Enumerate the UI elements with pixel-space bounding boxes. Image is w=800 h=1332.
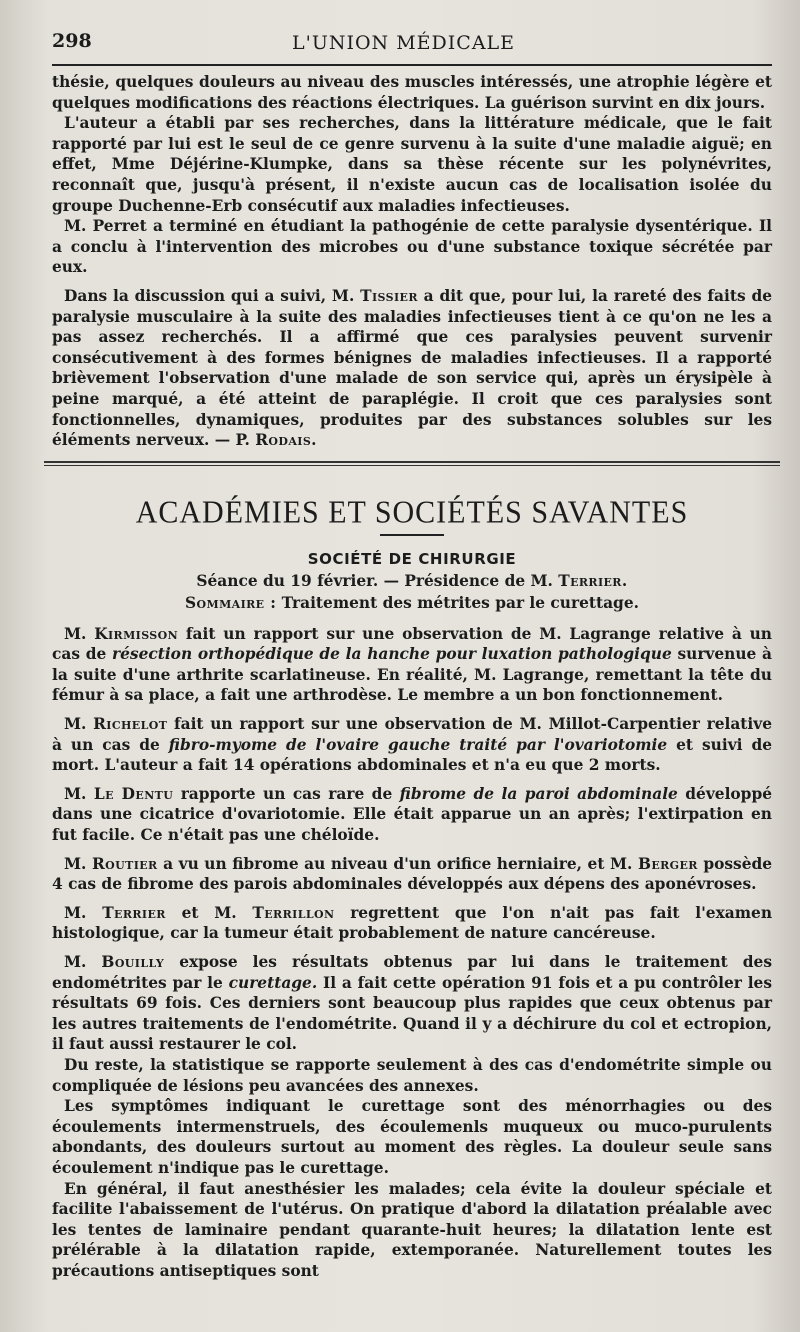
president-name: Terrier. (558, 571, 628, 590)
header-rule (52, 64, 772, 66)
page-number: 298 (52, 30, 92, 52)
paragraph-discussion (52, 286, 772, 451)
text-run: développé dans une cicatrice d'ovariotomie. Elle était apparue un an après; l'extirpation en fut facile. Ce n'était pas une chéloïde. (52, 784, 772, 845)
italic-term: fibrome de la paroi abdominale (399, 784, 678, 803)
text-run: fait un rapport sur une observation de M. Millot-Carpentier relative à un cas de (52, 715, 772, 754)
paragraph-kirmisson (52, 624, 772, 706)
text-run: a dit que, pour lui, la rareté des faits de paralysie musculaire à la suite des maladies infectieuses tient à ce qu'on ne les a pas assez recherchés. Il a affirmé que ces paralysies peuvent survenir consécutivement à des formes bénignes de maladies infectieuses. Il a rapporté brièvement l'observation d'une malade de son service qui, après un érysipèle à peine marqué, a été atteint de paraplégie. Il croit que ces paralysies sont fonctionnelles, dynamiques, produites par des substances solubles sur les éléments nerveux. — P. (52, 286, 772, 450)
paragraph-symptoms: Les symptômes indiquant le curettage sont des ménorrhagies ou des écoulements intermenstruels, des écoulemenls muqueux ou muco-purulents abondants, des douleurs surtout au moment des règles. La douleur seule sans écoulement n'indique pas le curettage. (52, 1097, 772, 1177)
paragraph-routier (52, 854, 772, 895)
summary-text: Traitement des métrites par le curettage. (281, 593, 639, 612)
spacer (52, 278, 772, 286)
section-title: ACADÉMIES ET SOCIÉTÉS SAVANTES (135, 494, 689, 530)
spacer (52, 944, 772, 952)
paragraph-le-dentu (52, 784, 772, 846)
summary-label: Sommaire : (185, 593, 277, 612)
text-run: M. (64, 715, 87, 734)
signature: Rodais. (255, 431, 317, 450)
text-run: M. (64, 624, 87, 643)
text-run: a vu un fibrome au niveau d'un orifice herniaire, et M. (163, 854, 633, 873)
summary-line (52, 594, 772, 612)
person-name: Terrillon (252, 903, 335, 922)
italic-term: curettage. (228, 973, 318, 992)
title-rule (380, 534, 444, 536)
italic-term: résection orthopédique de la hanche pour luxation pathologique (112, 645, 672, 664)
spacer (52, 846, 772, 854)
spacer (52, 776, 772, 784)
person-name: Le Dentu (93, 784, 174, 803)
text-run: rapporte un cas rare de (180, 784, 393, 803)
person-name: Richelot (93, 715, 168, 734)
italic-term: fibro-myome de l'ovaire gauche traité par l'ovariotomie (168, 735, 668, 754)
text-run: regrettent que l'on n'ait pas fait l'examen histologique, car la tumeur était probablement de nature cancéreuse. (52, 903, 773, 943)
paragraph-anesthesia: En général, il faut anesthésier les malades; cela évite la douleur spéciale et facilite l'abaissement de l'utérus. On pratique d'abord la dilatation préalable avec les tentes de laminaire pendant quarante-huit heures; la dilatation lente est prélérable à la dilatation rapide, extemporanée. Naturellement toutes les précautions antiseptiques sont (52, 1179, 772, 1280)
person-name: Bouilly (101, 953, 165, 971)
text-run: M. (64, 854, 87, 873)
text-run: M. (64, 784, 87, 803)
paragraph-richelot (52, 714, 772, 776)
text-run: Dans la discussion qui a suivi, M. (64, 286, 355, 305)
person-name: Berger (637, 854, 698, 873)
person-name: Kirmisson (94, 624, 179, 643)
text-run: survenue à la suite d'une arthrite scarlatineuse. En réalité, M. Lagrange, remettant la tête du fémur à sa place, a fait une arthrodèse. Le membre a un bon fonctionnement. (52, 645, 773, 705)
person-name: Tissier (360, 286, 418, 305)
session-line (52, 572, 772, 590)
text-run: M. (64, 953, 87, 971)
paragraph-statistics: Du reste, la statistique se rapporte seulement à des cas d'endométrite simple ou compliquée de lésions peu avancées des annexes. (52, 1055, 772, 1095)
text-run: Il a fait cette opération 91 fois et a pu contrôler les résultats 69 fois. Ces derniers sont beaucoup plus rapides que ceux obtenus par les autres traitements de l'endométrite. Quand il y a déchirure du col et ectropion, il faut aussi restaurer le col. (52, 973, 772, 1054)
paragraph-perret-conclusion: M. Perret a terminé en étudiant la pathogénie de cette paralysie dysentérique. Il a conclu à l'intervention des microbes ou d'une substance toxique sécrétée par eux. (52, 217, 772, 277)
person-name: Routier (91, 854, 158, 873)
person-name: Terrier (102, 903, 166, 922)
spacer (52, 706, 772, 714)
text-run: expose les résultats obtenus par lui dans le traitement des endométrites par le (52, 953, 772, 992)
section-divider (44, 461, 780, 466)
paragraph-terrier (52, 903, 772, 944)
running-head (52, 30, 772, 60)
text-run: M. (64, 903, 87, 922)
paragraph-continuation: thésie, quelques douleurs au niveau des muscles intéressés, une atrophie légère et quelques modifications des réactions électriques. La guérison survint en dix jours. (52, 73, 772, 112)
session-text: Séance du 19 février. — Présidence de M. (196, 571, 553, 590)
text-run: possède 4 cas de fibrome des parois abdominales développés aux dépens des aponévroses. (52, 854, 773, 894)
text-run: et suivi de mort. L'auteur a fait 14 opérations abdominales et n'a eu que 2 morts. (52, 735, 773, 775)
text-run: fait un rapport sur une observation de M. Lagrange relative à un cas de (52, 624, 772, 664)
paragraph-bouilly (52, 952, 772, 1055)
paragraph-author-findings: L'auteur a établi par ses recherches, dans la littérature médicale, que le fait rapporté par lui est le seul de ce genre survenu à la suite d'une maladie aiguë; en effet, Mme Déjérine-Klumpke, dans sa thèse récente sur les polynévrites, reconnaît que, jusqu'à présent, il n'existe aucun cas de localisation isolée du groupe Duchenne-Erb consécutif aux maladies infectieuses. (52, 114, 772, 215)
journal-title: L'UNION MÉDICALE (292, 32, 516, 54)
text-run: et M. (181, 903, 237, 922)
society-heading: SOCIÉTÉ DE CHIRURGIE (307, 549, 517, 568)
spacer (52, 895, 772, 903)
